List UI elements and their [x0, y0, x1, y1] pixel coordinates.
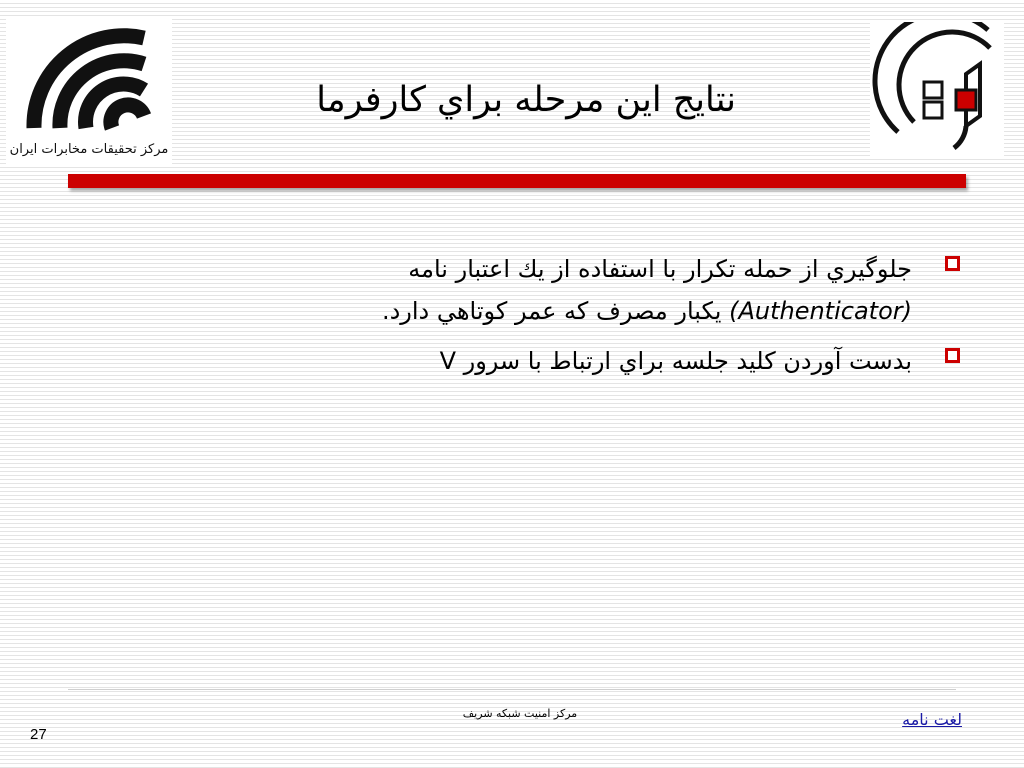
signal-arcs-logo-icon [24, 28, 154, 138]
glossary-link[interactable]: لغت نامه [902, 710, 962, 729]
bullet-text-continued: يكبار مصرف كه عمر كوتاهي دارد. [381, 297, 730, 325]
sharif-logo [870, 22, 1004, 156]
iran-telecom-logo [6, 18, 172, 164]
bullet-list [300, 248, 912, 390]
slide-title: نتايج اين مرحله براي كارفرما [316, 80, 736, 120]
bullet-square-icon [945, 256, 960, 271]
bullet-item [300, 248, 912, 332]
page-number: 27 [30, 726, 47, 743]
footer-organization: مرکز امنیت شبکه شریف [462, 707, 578, 720]
bullet-text: جلوگيري از حمله تكرار با استفاده از يك اعتبار نامه [408, 255, 912, 283]
bullet-square-icon [945, 348, 960, 363]
sharif-network-security-logo-icon [870, 22, 1004, 156]
title-divider [68, 174, 966, 188]
footer-divider [68, 689, 956, 690]
logo-caption: مرکز تحقیقات مخابرات ایران [9, 142, 169, 157]
bullet-term: (Authenticator) [729, 297, 912, 325]
bullet-item [300, 340, 912, 382]
bullet-text: بدست آوردن كليد جلسه براي ارتباط با سرور V [439, 347, 912, 375]
